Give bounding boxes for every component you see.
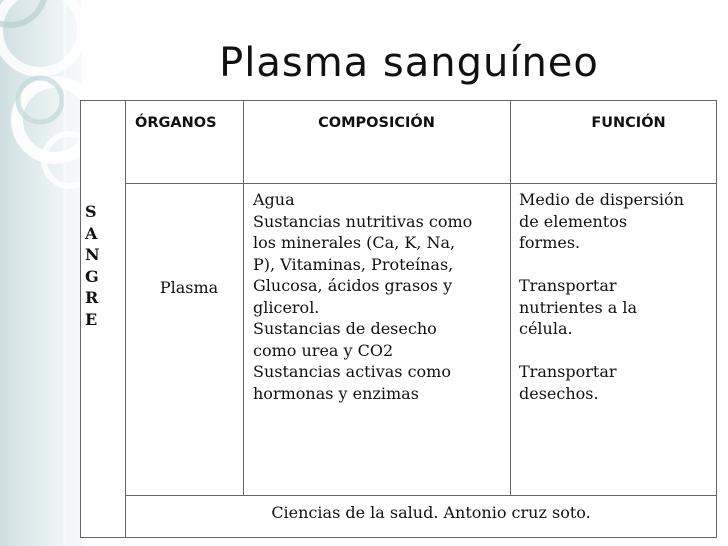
column-divider bbox=[243, 101, 244, 495]
column-divider bbox=[510, 101, 511, 495]
data-table bbox=[80, 100, 717, 538]
cell-composicion: Agua Sustancias nutritivas como los minerales (Ca, K, Na, P), Vitaminas, Proteínas, Glucosa, ácidos grasos y glicerol. Sustancias de desecho como urea y CO2 Sustancias activas como hormonas y enzimas bbox=[253, 190, 473, 403]
footer-credit: Ciencias de la salud. Antonio cruz soto. bbox=[271, 503, 591, 522]
side-label-sangre: S A N G R E bbox=[85, 202, 100, 329]
column-divider bbox=[125, 101, 126, 537]
header-funcion: FUNCIÓN bbox=[591, 115, 666, 131]
header-organos: ÓRGANOS bbox=[135, 115, 217, 131]
row-divider bbox=[125, 495, 717, 496]
cell-organo: Plasma bbox=[159, 278, 219, 297]
row-divider bbox=[125, 183, 717, 184]
header-composicion: COMPOSICIÓN bbox=[318, 115, 435, 131]
cell-funcion: Medio de dispersión de elementos formes. Transportar nutrientes a la célula. Transportar desechos. bbox=[519, 190, 684, 403]
slide-title: Plasma sanguíneo bbox=[219, 40, 599, 86]
